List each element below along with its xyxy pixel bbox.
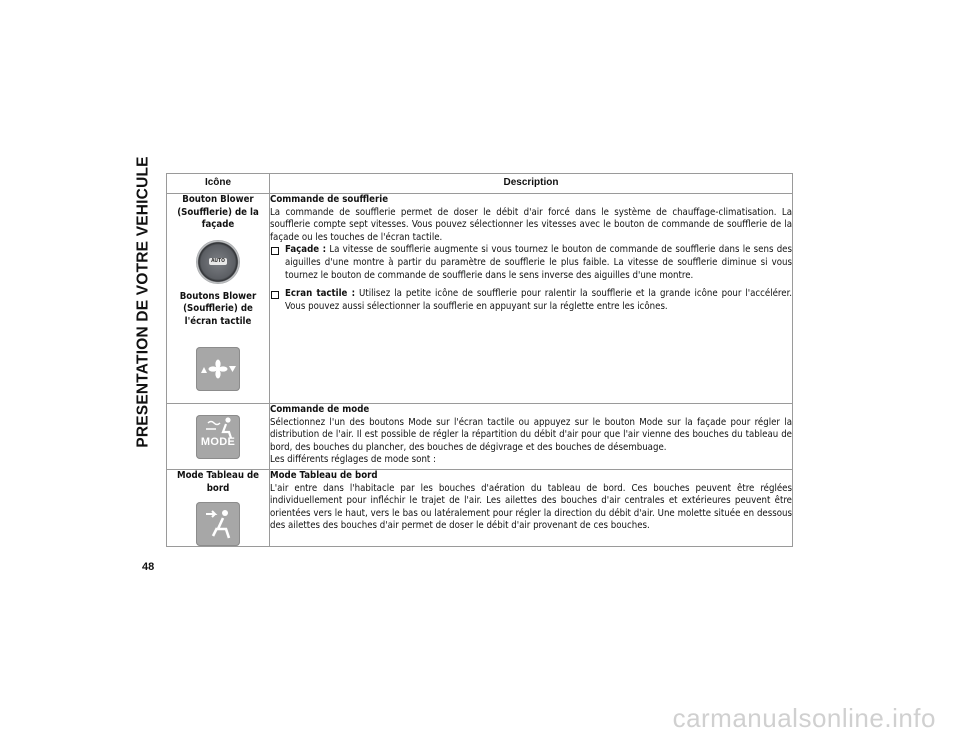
description-cell <box>270 404 793 470</box>
row-text: L'air entre dans l'habitacle par les bouches d'aération du tableau de bord. Ces bouches peuvent être réglées individuellement pour infléchir le trajet de l'air. Les ailettes des bouches d'air centrales et extérieures peuvent être orientées vers le haut, vers le bas ou latéralement pour régler la direction du débit d'air. Une molette située en dessous des ailettes des bouches d'air permet de doser le débit d'air provenant de ces bouches. <box>270 482 792 532</box>
row-text: La commande de soufflerie permet de doser le débit d'air forcé dans le système de chauffage-climatisation. La soufflerie compte sept vitesses. Vous pouvez sélectionner les vitesses avec le bouton de commande de soufflerie de la façade ou les touches de l'écran tactile. <box>270 206 792 243</box>
description-cell <box>270 194 793 404</box>
bullet-label: Ecran tactile : <box>285 288 356 300</box>
list-item <box>270 288 792 313</box>
panel-mode-icon <box>196 502 240 546</box>
list-item <box>270 244 792 282</box>
table-header-row <box>167 174 793 194</box>
table-row <box>167 470 793 547</box>
row-title: Mode Tableau de bord <box>270 470 378 481</box>
description-cell <box>270 470 793 547</box>
section-side-title <box>130 156 158 448</box>
table-row <box>167 404 793 470</box>
bullet-text: La vitesse de soufflerie augmente si vous tournez le bouton de commande de soufflerie dans le sens des aiguilles d'une montre à partir du paramètre de soufflerie le plus faible. La vitesse de soufflerie diminue si vous tournez le bouton de commande de soufflerie dans le sens inverse des aiguilles d'une montre. <box>285 244 792 281</box>
column-header-icon: Icône <box>167 174 270 194</box>
row-text: Sélectionnez l'un des boutons Mode sur l'écran tactile ou appuyez sur le bouton Mode sur la façade pour régler la distribution de l'air. Il est possible de régler la répartition du débit d'air pour que l'air vienne des bouches du tableau de bord, des bouches du plancher, des bouches de dégivrage et des bouches de désembuage. <box>270 416 792 453</box>
icon-cell <box>167 194 270 404</box>
icon-cell <box>167 470 270 547</box>
icon-label: Boutons Blower (Soufflerie) de l'écran tactile <box>179 290 257 327</box>
mode-icon-text: MODE <box>200 436 236 448</box>
row-title: Commande de mode <box>270 404 370 415</box>
table-row <box>167 194 793 404</box>
blower-touchscreen-icon <box>196 347 240 391</box>
page-number: 48 <box>142 561 155 573</box>
mode-icon <box>196 415 240 459</box>
bullet-label: Façade : <box>285 244 327 256</box>
icon-label: Mode Tableau de bord <box>176 470 260 494</box>
row-title: Commande de soufflerie <box>270 194 389 205</box>
icon-label: Bouton Blower (Soufflerie) de la façade <box>177 194 259 230</box>
side-title-text: PRESENTATION DE VOTRE VEHICULE <box>135 156 152 448</box>
blower-knob-icon <box>196 240 240 284</box>
row-text-2: Les différents réglages de mode sont : <box>270 454 436 466</box>
bullet-list <box>270 244 792 313</box>
icon-cell <box>167 404 270 470</box>
watermark: carmanualsonline.info <box>672 703 936 733</box>
column-header-description: Description <box>270 174 793 194</box>
knob-auto-label: AUTO <box>209 258 227 265</box>
bullet-text: Utilisez la petite icône de soufflerie pour ralentir la soufflerie et la grande icône pour l'accélérer. Vous pouvez aussi sélectionner la soufflerie en appuyant sur la réglette entre les icônes. <box>285 288 792 312</box>
blower-controls-table <box>166 173 793 547</box>
